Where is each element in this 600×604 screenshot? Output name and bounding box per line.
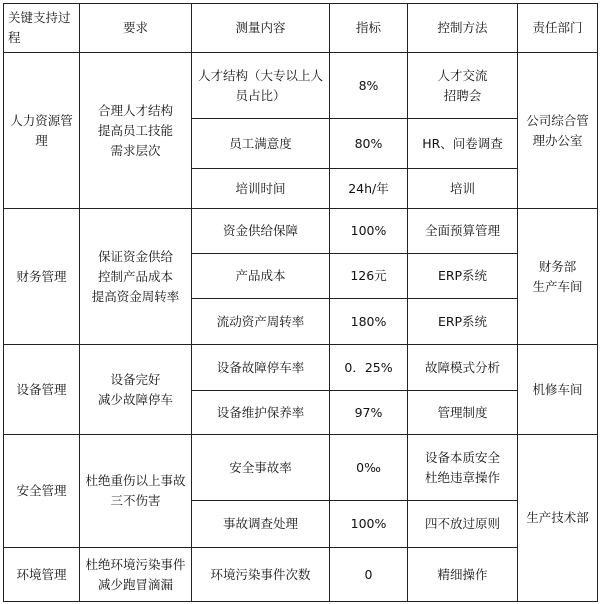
dept-cell [518, 53, 598, 209]
header-process: 关键支持过程 [4, 4, 80, 53]
process-cell: 人力资源管理 [4, 53, 80, 209]
content-cell: 培训时间 [192, 169, 330, 209]
cell-line: 设备本质安全 [424, 449, 500, 465]
cell-line: 故障模式分析 [424, 359, 500, 375]
table-row [4, 209, 598, 254]
cell-line: 合理人才结构 [97, 102, 173, 118]
cell-line: 提高资金周转率 [91, 288, 180, 304]
method-cell [408, 501, 518, 548]
indicator-cell: 0‰ [330, 435, 408, 501]
content-cell: 流动资产周转率 [192, 299, 330, 345]
cell-line: 人才交流 [437, 67, 488, 83]
cell-line: 控制产品成本 [97, 268, 173, 284]
indicator-cell: 0 [330, 548, 408, 602]
indicator-cell: 126元 [330, 254, 408, 299]
cell-line: 杜绝违章操作 [424, 469, 500, 485]
content-cell: 设备故障停车率 [192, 345, 330, 391]
requirement-cell [80, 548, 192, 602]
content-cell: 环境污染事件次数 [192, 548, 330, 602]
method-cell [408, 299, 518, 345]
content-cell: 员工满意度 [192, 119, 330, 169]
requirement-cell [80, 435, 192, 548]
content-cell: 资金供给保障 [192, 209, 330, 254]
process-table [3, 3, 598, 602]
cell-line: 减少故障停车 [97, 391, 173, 407]
indicator-cell: 180% [330, 299, 408, 345]
header-requirement: 要求 [80, 4, 192, 53]
cell-line: ERP系统 [437, 268, 488, 283]
cell-line: 提高员工技能 [97, 122, 173, 138]
cell-line: 四不放过原则 [424, 516, 500, 531]
process-cell: 环境管理 [4, 548, 80, 602]
content-cell: 安全事故率 [192, 435, 330, 501]
method-cell [408, 53, 518, 119]
cell-line: 培训 [449, 180, 475, 196]
table-row [4, 548, 598, 602]
cell-line: 杜绝环境污染事件 [85, 556, 186, 572]
header-method: 控制方法 [408, 4, 518, 53]
table-row [4, 53, 598, 119]
cell-line: 保证资金供给 [97, 248, 173, 264]
cell-line: 设备完好 [110, 371, 161, 387]
dept-cell [518, 345, 598, 435]
cell-line: HR、问卷调查 [422, 135, 503, 151]
indicator-cell: 8% [330, 53, 408, 119]
cell-line: 招聘会 [443, 87, 482, 103]
indicator-cell: 24h/年 [330, 169, 408, 209]
method-cell [408, 119, 518, 169]
cell-line: 管理制度 [437, 404, 488, 420]
dept-cell: 生产技术部 [518, 435, 598, 602]
header-row [4, 4, 598, 53]
content-cell: 事故调查处理 [192, 501, 330, 548]
cell-line: 三不伤害 [110, 493, 161, 508]
cell-line: ERP系统 [437, 313, 488, 329]
cell-line: 精细操作 [437, 566, 488, 582]
method-cell [408, 391, 518, 435]
indicator-cell: 97% [330, 391, 408, 435]
requirement-cell [80, 53, 192, 209]
cell-line: 公司综合管理办公室 [526, 112, 589, 148]
cell-line: 机修车间 [532, 381, 583, 397]
method-cell [408, 435, 518, 501]
indicator-cell: 0．25% [330, 345, 408, 391]
table-row [4, 435, 598, 501]
content-cell: 设备维护保养率 [192, 391, 330, 435]
method-cell [408, 169, 518, 209]
indicator-cell: 100% [330, 209, 408, 254]
cell-line: 需求层次 [110, 142, 161, 158]
requirement-cell [80, 209, 192, 345]
cell-line: 生产车间 [532, 278, 583, 294]
content-cell: 人才结构（大专以上人员占比） [192, 53, 330, 119]
header-indicator: 指标 [330, 4, 408, 53]
process-cell: 设备管理 [4, 345, 80, 435]
header-content: 测量内容 [192, 4, 330, 53]
indicator-cell: 80% [330, 119, 408, 169]
header-dept: 责任部门 [518, 4, 598, 53]
cell-line: 财务部 [538, 258, 577, 274]
dept-cell [518, 209, 598, 345]
method-cell [408, 345, 518, 391]
method-cell [408, 209, 518, 254]
content-cell: 产品成本 [192, 254, 330, 299]
table-row [4, 345, 598, 391]
cell-line: 全面预算管理 [424, 223, 500, 238]
cell-line: 减少跑冒滴漏 [97, 576, 173, 592]
process-cell: 财务管理 [4, 209, 80, 345]
process-cell: 安全管理 [4, 435, 80, 548]
indicator-cell: 100% [330, 501, 408, 548]
method-cell [408, 254, 518, 299]
requirement-cell [80, 345, 192, 435]
cell-line: 杜绝重伤以上事故 [85, 473, 186, 488]
table-body [4, 53, 598, 602]
method-cell [408, 548, 518, 602]
